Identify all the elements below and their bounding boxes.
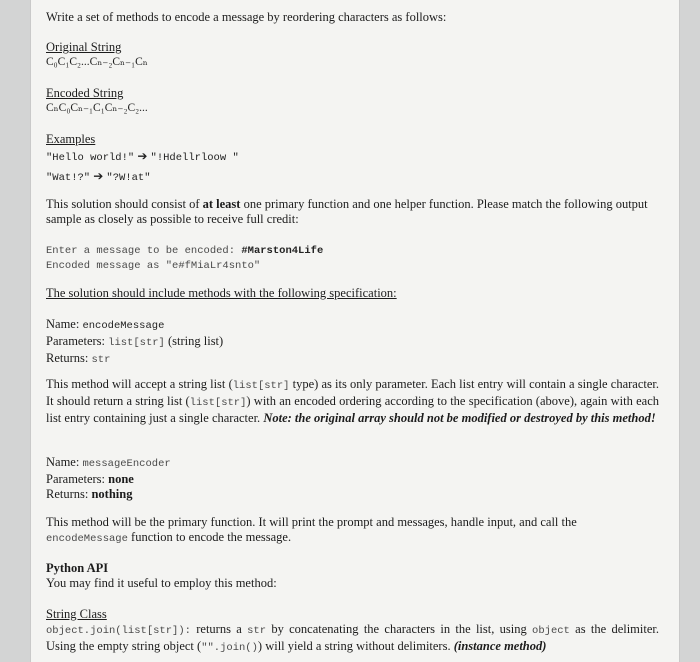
document-page <box>30 0 680 662</box>
method1-name: encodeMessage <box>82 320 165 332</box>
arrow-right-icon: ➔ <box>137 149 148 163</box>
examples-section <box>46 132 659 186</box>
example-1 <box>46 149 659 166</box>
encoded-string-heading: Encoded String <box>46 86 124 100</box>
encoded-string-formula: CₙC₀Cₙ₋₁C₁Cₙ₋₂C₂... <box>46 102 148 114</box>
method1-description: This method will accept a string list (list[str] type) as its only parameter. Each list entry will contain a single character. It should return a string list (list[str]) with an encoded ordering according to the specification (above), again with each list entry containing just a single character. Note: the original array should not be modified or destroyed by this method! <box>46 377 659 425</box>
examples-heading: Examples <box>46 132 96 146</box>
original-string-section <box>46 40 659 70</box>
example-1-input: "Hello world!" <box>46 152 135 164</box>
sample-result: Encoded message as "e#fMiaLr4snto" <box>46 260 261 272</box>
encoded-string-section <box>46 86 659 116</box>
original-string-heading: Original String <box>46 40 122 54</box>
string-class-section <box>46 607 659 656</box>
method2-signature: Name: messageEncoder Parameters: none Returns: nothing <box>46 455 171 501</box>
join-description: object.join(list[str]): returns a str by concatenating the characters in the list, using object as the delimiter. Using the empty string object ("".join()) will yield a string without delimiters. (instance method) <box>46 622 660 654</box>
original-string-formula: C₀C₁C₂...Cₙ₋₂Cₙ₋₁Cₙ <box>46 56 148 68</box>
string-class-heading: String Class <box>46 607 107 621</box>
example-1-output: "!Hdellrloow " <box>150 152 239 164</box>
solution-paragraph: This solution should consist of at least one primary function and one helper function. Please match the following output sample as closely as possible to receive full credit: <box>46 197 648 226</box>
example-2-input: "Wat!?" <box>46 172 91 184</box>
spec-heading: The solution should include methods with the following specification: <box>46 286 397 300</box>
sample-output <box>46 242 659 274</box>
python-api-text: You may find it useful to employ this method: <box>46 576 277 590</box>
method1-signature: Name: encodeMessage Parameters: list[str] (string list) Returns: str <box>46 317 224 366</box>
python-api-heading: Python API <box>46 561 109 575</box>
method2-name: messageEncoder <box>82 458 171 470</box>
sample-input: #Marston4Life <box>241 245 324 257</box>
example-2 <box>46 169 659 186</box>
method2-description: This method will be the primary function. It will print the prompt and messages, handle input, and call the encodeMessage function to encode the message. <box>46 515 577 545</box>
sample-prompt: Enter a message to be encoded: <box>46 245 242 257</box>
arrow-right-icon: ➔ <box>93 169 104 183</box>
example-2-output: "?W!at" <box>106 172 151 184</box>
method1-note: Note: the original array should not be modified or destroyed by this method! <box>263 411 656 425</box>
intro-text: Write a set of methods to encode a message by reordering characters as follows: <box>46 10 447 24</box>
python-api-section <box>46 561 659 591</box>
